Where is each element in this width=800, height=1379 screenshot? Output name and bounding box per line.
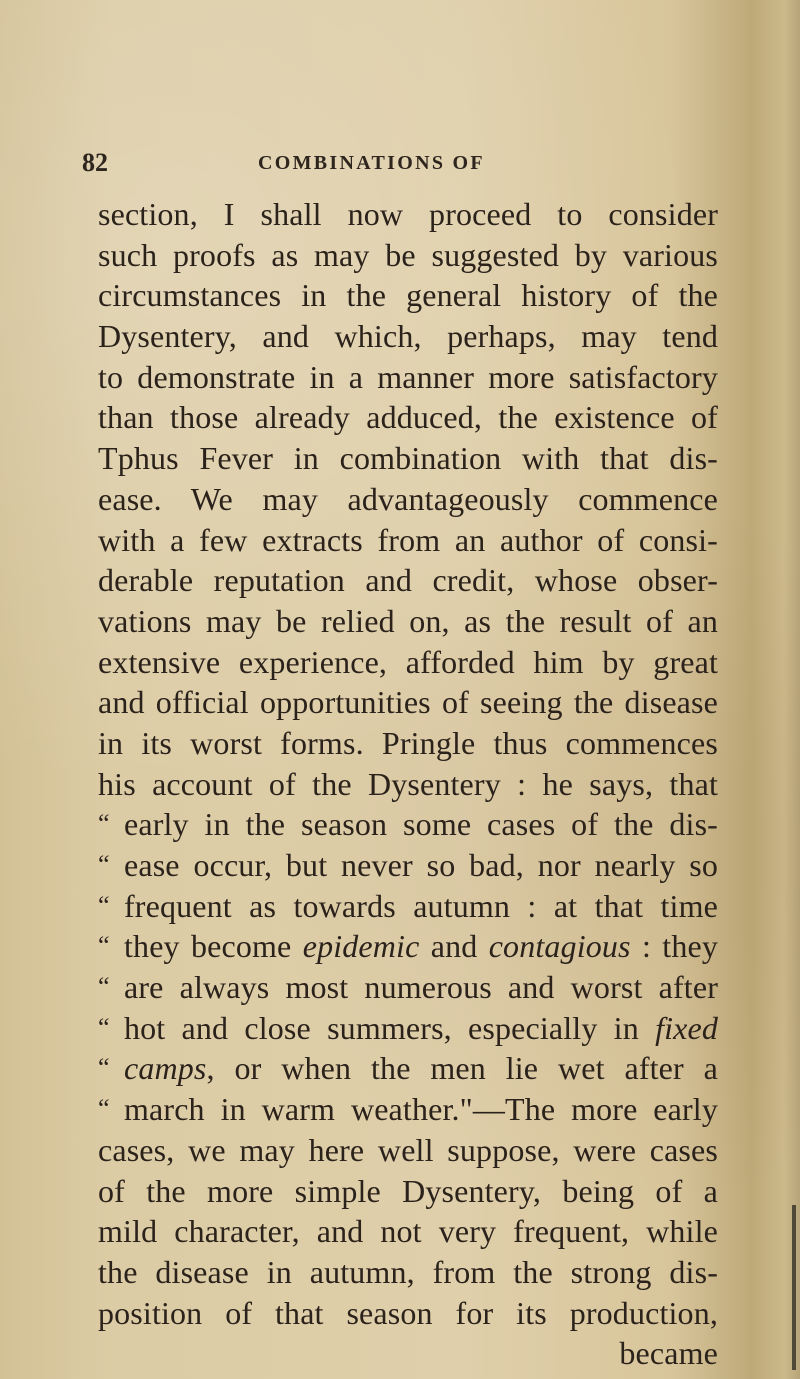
- text-line-3: circumstances in the general history of the: [98, 277, 718, 314]
- text-line-2: such proofs as may be suggested by various: [98, 236, 718, 273]
- text-line-22: , or when the men lie wet after a: [206, 1050, 718, 1087]
- quotation-mark: “: [98, 809, 110, 839]
- text-line-6: than those already adduced, the existence of: [98, 399, 718, 436]
- text-line-12: extensive experience, afforded him by great: [98, 643, 718, 680]
- quoted-line-17: [98, 845, 718, 886]
- quotation-mark: “: [98, 931, 110, 961]
- quoted-line-20: [98, 967, 718, 1008]
- text-line-16: early in the season some cases of the dis-: [124, 806, 718, 843]
- quoted-line-22: [98, 1048, 718, 1089]
- text-line-17: ease occur, but never so bad, nor nearly so: [124, 847, 718, 883]
- text-line-19-middle: and: [419, 928, 489, 965]
- quoted-line-16: [98, 804, 718, 845]
- text-line-24: cases, we may here well suppose, were cases: [98, 1131, 718, 1168]
- catchword: became: [619, 1335, 718, 1372]
- text-line-19-end: : they: [630, 928, 718, 965]
- text-line-10: derable reputation and credit, whose obser-: [98, 562, 718, 599]
- italic-fixed: fixed: [655, 1009, 718, 1046]
- page-header: [82, 148, 702, 178]
- text-line-28: position of that season for its production,: [98, 1294, 718, 1331]
- italic-contagious: contagious: [488, 928, 631, 965]
- text-line-4: Dysentery, and which, perhaps, may tend: [98, 318, 718, 355]
- text-line-20: are always most numerous and worst after: [124, 969, 718, 1006]
- quotation-mark: “: [98, 850, 110, 879]
- italic-epidemic: epidemic: [302, 928, 420, 965]
- text-line-13: and official opportunities of seeing the disease: [98, 684, 718, 721]
- text-line-5: to demonstrate in a manner more satisfactory: [98, 358, 718, 395]
- quoted-line-18: [98, 886, 718, 927]
- body-text: [98, 194, 718, 1374]
- text-line-7: Tphus Fever in combination with that dis-: [98, 440, 718, 477]
- text-line-1: section, I shall now proceed to consider: [98, 196, 718, 232]
- text-line-23: march in warm weather."—The more early: [124, 1091, 718, 1128]
- page-number: 82: [82, 148, 108, 177]
- quoted-line-23: [98, 1089, 718, 1130]
- text-line-19-start: they become: [124, 928, 303, 965]
- text-line-8: ease. We may advantageously commence: [98, 480, 718, 517]
- page-gutter-shadow: [784, 0, 800, 1379]
- quotation-mark: “: [98, 890, 110, 920]
- text-line-25: of the more simple Dysentery, being of a: [98, 1172, 718, 1209]
- text-line-9: with a few extracts from an author of consi-: [98, 521, 718, 558]
- quotation-mark: “: [98, 1053, 110, 1083]
- text-line-18: frequent as towards autumn : at that time: [124, 887, 718, 924]
- quoted-line-19: [98, 926, 718, 967]
- text-line-21-start: hot and close summers, especially in: [124, 1009, 656, 1046]
- text-line-15: his account of the Dysentery : he says, that: [98, 765, 718, 802]
- quotation-mark: “: [98, 1094, 110, 1124]
- quotation-mark: “: [98, 972, 110, 1002]
- text-line-27: the disease in autumn, from the strong dis-: [98, 1253, 718, 1290]
- italic-camps: camps: [124, 1050, 207, 1087]
- quoted-line-21: [98, 1008, 718, 1049]
- running-head: COMBINATIONS OF: [258, 152, 485, 174]
- text-line-14: in its worst forms. Pringle thus commences: [98, 724, 718, 761]
- text-line-11: vations may be relied on, as the result of an: [98, 602, 718, 639]
- text-line-26: mild character, and not very frequent, while: [98, 1213, 718, 1250]
- binding-edge-mark: [792, 1205, 796, 1370]
- quotation-mark: “: [98, 1012, 110, 1042]
